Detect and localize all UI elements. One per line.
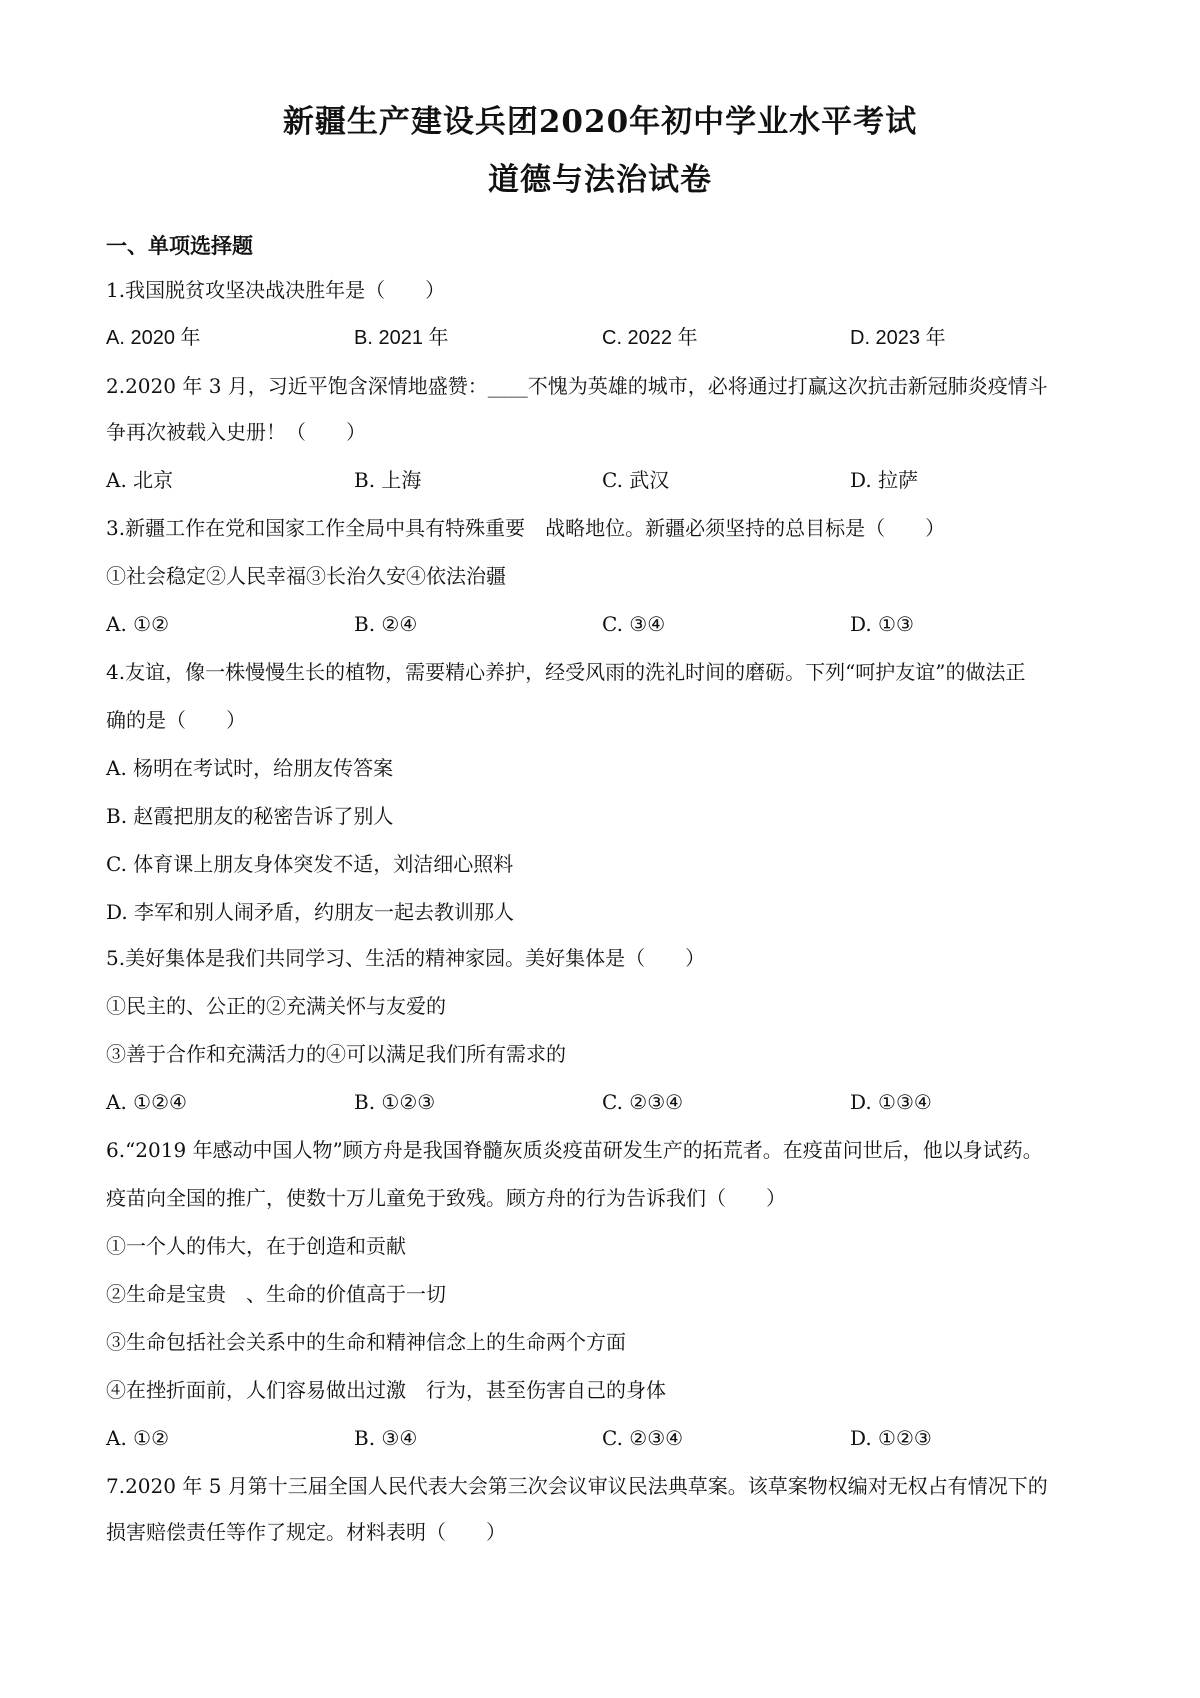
question-5-option-d[interactable]: D. ①③④ <box>850 1090 932 1114</box>
question-4-option-a[interactable]: A. 杨明在考试时，给朋友传答案 <box>106 756 394 780</box>
question-4-stem: 4.友谊，像一株慢慢生长的植物，需要精心养护，经受风雨的洗礼时间的磨砺。下列“呵护友谊”的做法正 <box>106 660 1026 684</box>
question-6-statement-4: ④在挫折面前，人们容易做出过激 行为，甚至伤害自己的身体 <box>106 1378 666 1402</box>
question-6-stem-cont: 疫苗向全国的推广，使数十万儿童免于致残。顾方舟的行为告诉我们（ ） <box>106 1186 786 1210</box>
question-3-statements: ①社会稳定②人民幸福③长治久安④依法治疆 <box>106 564 506 588</box>
exam-title: 新疆生产建设兵团2020年初中学业水平考试 <box>282 104 918 140</box>
question-5-statements-1: ①民主的、公正的②充满关怀与友爱的 <box>106 994 446 1018</box>
question-4-stem-cont: 确的是（ ） <box>106 708 246 732</box>
question-1-option-b[interactable]: B. 2021 年 <box>354 327 449 349</box>
question-6-stem: 6.“2019 年感动中国人物”顾方舟是我国脊髓灰质炎疫苗研发生产的拓荒者。在疫苗问世后，他以身试药。 <box>106 1138 1043 1162</box>
question-3-option-b[interactable]: B. ②④ <box>354 612 418 636</box>
question-6-statement-3: ③生命包括社会关系中的生命和精神信念上的生命两个方面 <box>106 1330 626 1354</box>
exam-subtitle: 道德与法治试卷 <box>488 162 712 198</box>
question-4-option-d[interactable]: D. 李军和别人闹矛盾，约朋友一起去教训那人 <box>106 900 515 924</box>
question-6-statement-2: ②生命是宝贵 、生命的价值高于一切 <box>106 1282 446 1306</box>
question-2-stem: 2.2020 年 3 月，习近平饱含深情地盛赞：____不愧为英雄的城市，必将通过打赢这次抗击新冠肺炎疫情斗 <box>106 374 1048 398</box>
question-6-statement-1: ①一个人的伟大，在于创造和贡献 <box>106 1234 406 1258</box>
question-7-stem: 7.2020 年 5 月第十三届全国人民代表大会第三次会议审议民法典草案。该草案物权编对无权占有情况下的 <box>106 1474 1048 1498</box>
section-heading: 一、单项选择题 <box>106 233 253 258</box>
question-5-option-b[interactable]: B. ①②③ <box>354 1090 436 1114</box>
question-1-option-c[interactable]: C. 2022 年 <box>602 327 698 349</box>
question-6-option-a[interactable]: A. ①② <box>106 1426 170 1450</box>
question-1-option-a[interactable]: A. 2020 年 <box>106 327 201 349</box>
question-2-stem-cont: 争再次被载入史册！（ ） <box>106 420 366 444</box>
question-2-option-b[interactable]: B. 上海 <box>354 468 422 492</box>
question-1-stem: 1.我国脱贫攻坚决战决胜年是（ ） <box>106 278 446 302</box>
question-5-option-a[interactable]: A. ①②④ <box>106 1090 187 1114</box>
question-5-option-c[interactable]: C. ②③④ <box>602 1090 684 1114</box>
question-5-stem: 5.美好集体是我们共同学习、生活的精神家园。美好集体是（ ） <box>106 946 706 970</box>
question-4-option-b[interactable]: B. 赵霞把朋友的秘密告诉了别人 <box>106 804 394 828</box>
question-6-option-d[interactable]: D. ①②③ <box>850 1426 932 1450</box>
question-3-option-d[interactable]: D. ①③ <box>850 612 914 636</box>
question-2-option-c[interactable]: C. 武汉 <box>602 468 670 492</box>
question-6-option-b[interactable]: B. ③④ <box>354 1426 418 1450</box>
question-5-statements-2: ③善于合作和充满活力的④可以满足我们所有需求的 <box>106 1042 566 1066</box>
question-2-option-d[interactable]: D. 拉萨 <box>850 468 919 492</box>
question-3-option-a[interactable]: A. ①② <box>106 612 170 636</box>
question-3-stem: 3.新疆工作在党和国家工作全局中具有特殊重要 战略地位。新疆必须坚持的总目标是（ ） <box>106 516 946 540</box>
question-4-option-c[interactable]: C. 体育课上朋友身体突发不适，刘洁细心照料 <box>106 852 514 876</box>
question-2-option-a[interactable]: A. 北京 <box>106 468 174 492</box>
question-7-stem-cont: 损害赔偿责任等作了规定。材料表明（ ） <box>106 1520 506 1544</box>
question-3-option-c[interactable]: C. ③④ <box>602 612 666 636</box>
question-1-option-d[interactable]: D. 2023 年 <box>850 327 946 349</box>
question-6-option-c[interactable]: C. ②③④ <box>602 1426 684 1450</box>
